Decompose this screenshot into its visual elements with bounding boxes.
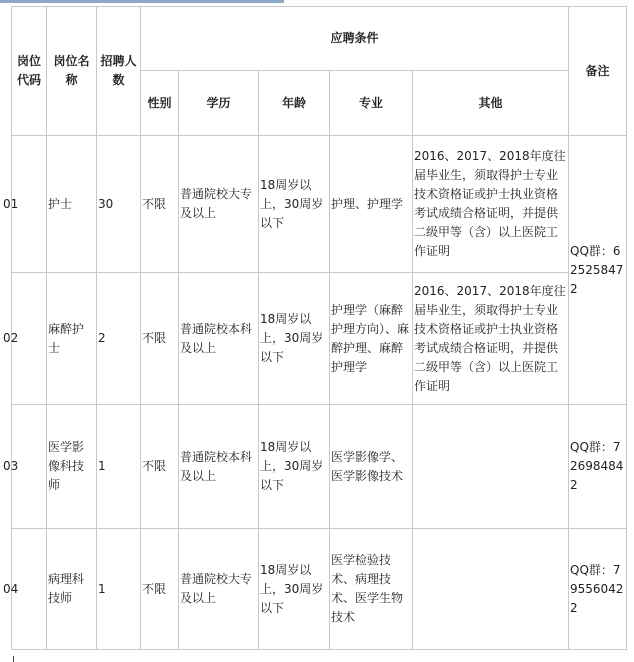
cell-name: 护士 bbox=[47, 136, 97, 273]
cell-education: 普通院校大专及以上 bbox=[179, 136, 259, 273]
cell-other bbox=[413, 405, 569, 529]
cell-major: 护理、护理学 bbox=[330, 136, 413, 273]
cell-education: 普通院校本科及以上 bbox=[179, 405, 259, 529]
header-row-1 bbox=[12, 7, 627, 71]
cell-count: 30 bbox=[97, 136, 141, 273]
cell-count: 2 bbox=[97, 273, 141, 405]
header-conditions: 应聘条件 bbox=[141, 7, 569, 71]
cell-education: 普通院校本科及以上 bbox=[179, 273, 259, 405]
header-major: 专业 bbox=[330, 71, 413, 136]
table-row bbox=[12, 136, 627, 273]
table-row bbox=[12, 273, 627, 405]
cell-code: 02 bbox=[12, 273, 47, 405]
cell-count: 1 bbox=[97, 529, 141, 650]
table-row bbox=[12, 405, 627, 529]
cell-major: 护理学（麻醉护理方向）、麻醉护理、麻醉护理学 bbox=[330, 273, 413, 405]
header-count: 招聘人数 bbox=[97, 7, 141, 136]
header-education: 学历 bbox=[179, 71, 259, 136]
cell-code: 04 bbox=[12, 529, 47, 650]
cell-gender: 不限 bbox=[141, 405, 179, 529]
top-accent-bar bbox=[0, 0, 284, 3]
cell-education: 普通院校大专及以上 bbox=[179, 529, 259, 650]
header-other: 其他 bbox=[413, 71, 569, 136]
header-code: 岗位代码 bbox=[12, 7, 47, 136]
cell-age: 18周岁以上，30周岁以下 bbox=[259, 529, 330, 650]
text-cursor bbox=[13, 656, 14, 662]
header-age: 年龄 bbox=[259, 71, 330, 136]
recruitment-table bbox=[3, 6, 627, 650]
cell-gender: 不限 bbox=[141, 273, 179, 405]
table-row bbox=[12, 529, 627, 650]
cell-count: 1 bbox=[97, 405, 141, 529]
header-remark: 备注 bbox=[569, 7, 627, 136]
cell-age: 18周岁以上，30周岁以下 bbox=[259, 273, 330, 405]
cell-remark: QQ群：795560422 bbox=[569, 529, 627, 650]
cell-code: 03 bbox=[12, 405, 47, 529]
cell-remark: QQ群：726984842 bbox=[569, 405, 627, 529]
cell-gender: 不限 bbox=[141, 529, 179, 650]
cell-age: 18周岁以上，30周岁以下 bbox=[259, 405, 330, 529]
cell-age: 18周岁以上，30周岁以下 bbox=[259, 136, 330, 273]
cell-name: 病理科技师 bbox=[47, 529, 97, 650]
cell-gender: 不限 bbox=[141, 136, 179, 273]
cell-remark: QQ群：625258472 bbox=[569, 136, 627, 405]
cell-code: 01 bbox=[12, 136, 47, 273]
header-gender: 性别 bbox=[141, 71, 179, 136]
cell-major: 医学影像学、医学影像技术 bbox=[330, 405, 413, 529]
cell-name: 医学影像科技师 bbox=[47, 405, 97, 529]
header-name: 岗位名称 bbox=[47, 7, 97, 136]
cell-name: 麻醉护士 bbox=[47, 273, 97, 405]
cell-other bbox=[413, 529, 569, 650]
cell-other: 2016、2017、2018年度往届毕业生，须取得护士专业技术资格证或护士执业资格考试成绩合格证明，并提供二级甲等（含）以上医院工作证明 bbox=[413, 136, 569, 273]
cell-major: 医学检验技术、病理技术、医学生物技术 bbox=[330, 529, 413, 650]
cell-other: 2016、2017、2018年度往届毕业生，须取得护士专业技术资格证或护士执业资格考试成绩合格证明，并提供二级甲等（含）以上医院工作证明 bbox=[413, 273, 569, 405]
